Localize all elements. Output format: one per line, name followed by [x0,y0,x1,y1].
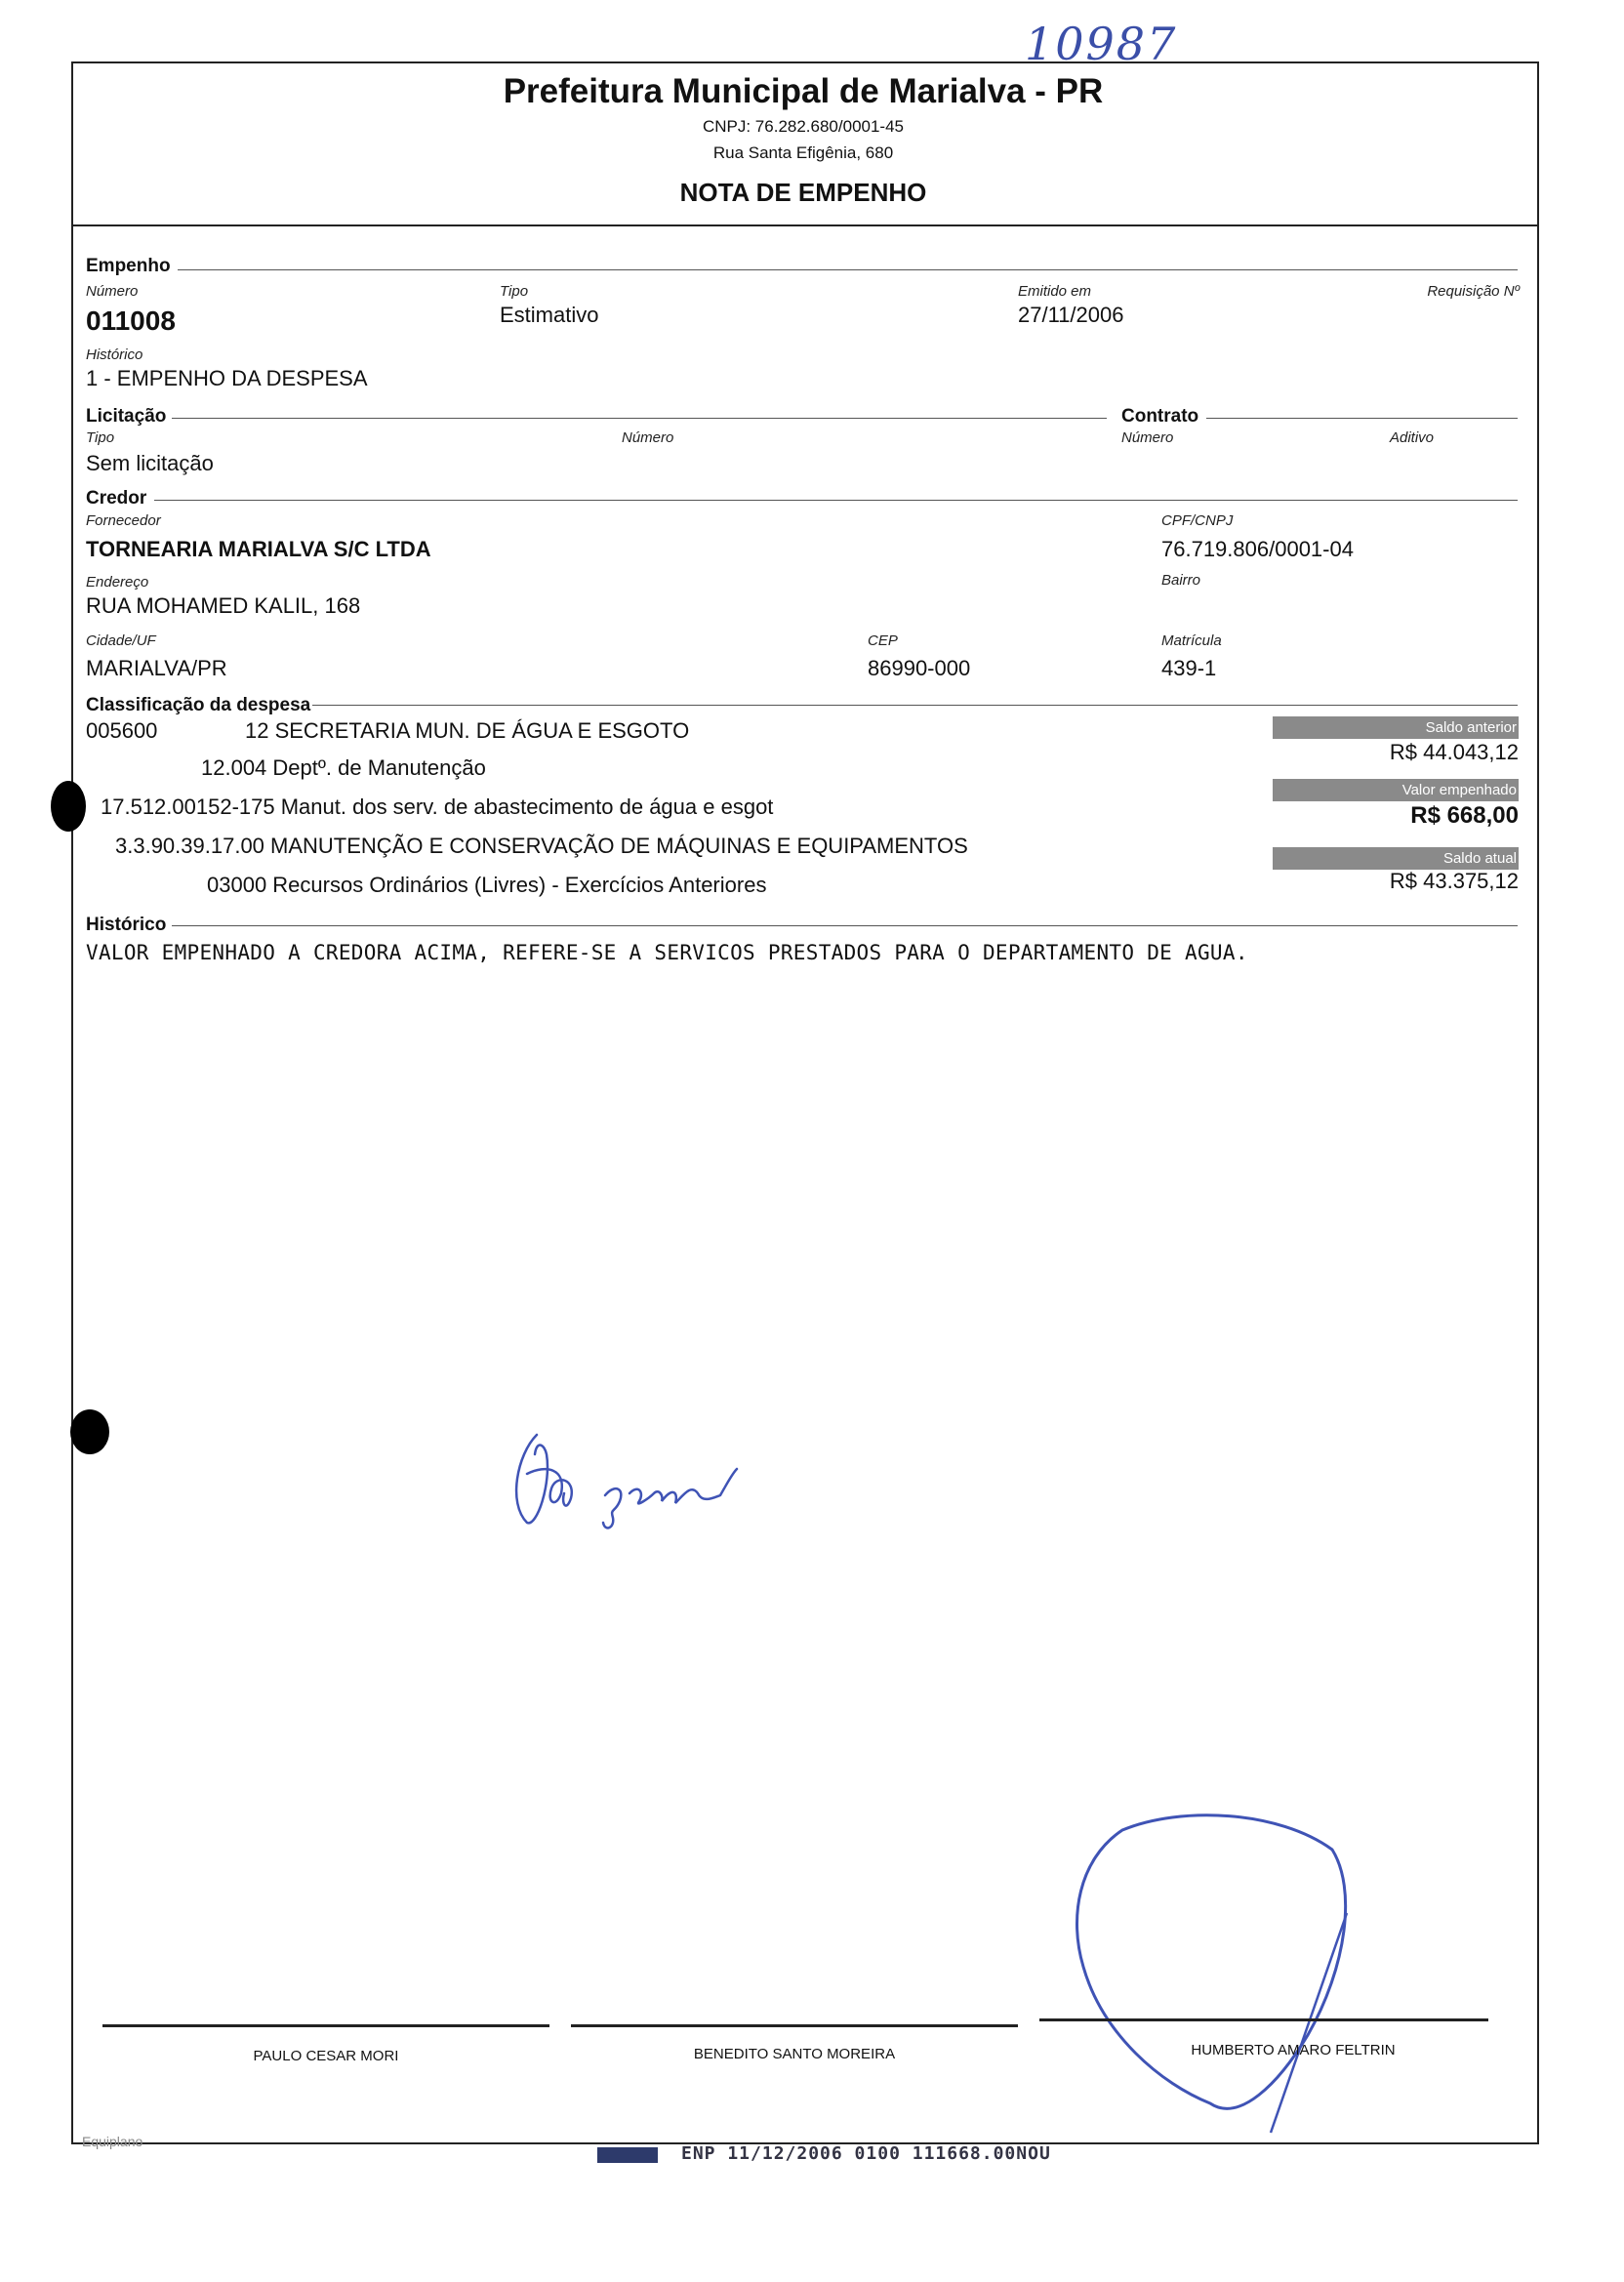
classificacao-code: 005600 [86,718,158,743]
empenho-historico: 1 - EMPENHO DA DESPESA [86,366,368,390]
valor-empenhado-label: Valor empenhado [1273,779,1519,801]
empenho-emitido-label: Emitido em [1018,283,1092,300]
signature-line-2 [571,2024,1018,2027]
licitacao-section-title: Licitação [86,406,167,427]
empenho-numero: 011008 [86,306,176,336]
contrato-aditivo-label: Aditivo [1390,429,1435,446]
punch-hole-bottom [70,1409,109,1454]
historico-section-title: Histórico [86,915,167,935]
credor-cpf: 76.719.806/0001-04 [1161,537,1354,561]
software-watermark: Equiplano [82,2134,143,2149]
empenho-historico-label: Histórico [86,346,143,363]
licitacao-tipo-label: Tipo [86,429,115,446]
credor-fornecedor: TORNEARIA MARIALVA S/C LTDA [86,537,431,561]
classificacao-line-natureza: 3.3.90.39.17.00 MANUTENÇÃO E CONSERVAÇÃO DE MÁQUINAS E EQUIPAMENTOS [115,834,968,858]
licitacao-tipo: Sem licitação [86,451,214,475]
credor-cidade-label: Cidade/UF [86,632,156,649]
contrato-numero-label: Número [1121,429,1174,446]
classificacao-rule [312,705,1518,706]
handwritten-signature [508,1425,761,1532]
credor-endereco-label: Endereço [86,574,149,591]
credor-rule [154,500,1518,501]
saldo-atual-value: R$ 43.375,12 [1389,869,1519,893]
signatory-3: HUMBERTO AMARO FELTRIN [1191,2042,1396,2058]
historico-rule [172,925,1518,926]
empenho-section-title: Empenho [86,256,171,276]
credor-cep: 86990-000 [868,656,971,680]
saldo-anterior-label: Saldo anterior [1273,716,1519,739]
classificacao-line-unidade: 12.004 Deptº. de Manutenção [201,755,486,780]
empenho-tipo-label: Tipo [500,283,529,300]
licitacao-rule [172,418,1107,419]
empenho-rule [178,269,1518,270]
classificacao-line-fonte: 03000 Recursos Ordinários (Livres) - Exercícios Anteriores [207,873,767,897]
credor-fornecedor-label: Fornecedor [86,512,161,529]
contrato-rule [1206,418,1518,419]
credor-bairro-label: Bairro [1161,572,1201,589]
licitacao-numero-label: Número [622,429,674,446]
credor-cidade: MARIALVA/PR [86,656,227,680]
historico-text: VALOR EMPENHADO A CREDORA ACIMA, REFERE-SE A SERVICOS PRESTADOS PARA O DEPARTAMENTO DE AGUA. [86,941,1248,964]
credor-cep-label: CEP [868,632,898,649]
cnpj-line: CNPJ: 76.282.680/0001-45 [702,117,905,136]
valor-empenhado-value: R$ 668,00 [1410,802,1519,829]
classificacao-line-orgao: 12 SECRETARIA MUN. DE ÁGUA E ESGOTO [245,718,690,743]
signature-line-3 [1039,2018,1488,2021]
classificacao-section-title: Classificação da despesa [86,695,311,715]
empenho-numero-label: Número [86,283,139,300]
signature-line-1 [102,2024,549,2027]
page-title: Prefeitura Municipal de Marialva - PR [503,72,1104,110]
loop-signature [1064,1811,1366,2142]
saldo-atual-label: Saldo atual [1273,847,1519,870]
credor-matricula: 439-1 [1161,656,1217,680]
classificacao-line-funcional: 17.512.00152-175 Manut. dos serv. de abastecimento de água e esgot [101,795,774,819]
stamp-mark [597,2147,658,2163]
document-title: NOTA DE EMPENHO [679,178,927,207]
signatory-2: BENEDITO SANTO MOREIRA [693,2046,896,2062]
empenho-requisicao-label: Requisição Nº [1427,283,1520,300]
address-line: Rua Santa Efigênia, 680 [712,143,894,162]
empenho-emitido-date: 27/11/2006 [1018,303,1124,327]
empenho-tipo: Estimativo [500,303,599,327]
mechanical-stamp: ENP 11/12/2006 0100 111668.00NOU [681,2143,1051,2164]
handwritten-doc-number: 10987 [1025,18,1178,70]
signatory-1: PAULO CESAR MORI [253,2048,399,2064]
credor-matricula-label: Matrícula [1161,632,1222,649]
header-divider [71,224,1537,226]
saldo-anterior-value: R$ 44.043,12 [1389,740,1519,764]
credor-section-title: Credor [86,488,147,509]
credor-endereco: RUA MOHAMED KALIL, 168 [86,593,361,618]
punch-hole-top [51,781,86,832]
contrato-section-title: Contrato [1121,406,1199,427]
credor-cpf-label: CPF/CNPJ [1161,512,1234,529]
